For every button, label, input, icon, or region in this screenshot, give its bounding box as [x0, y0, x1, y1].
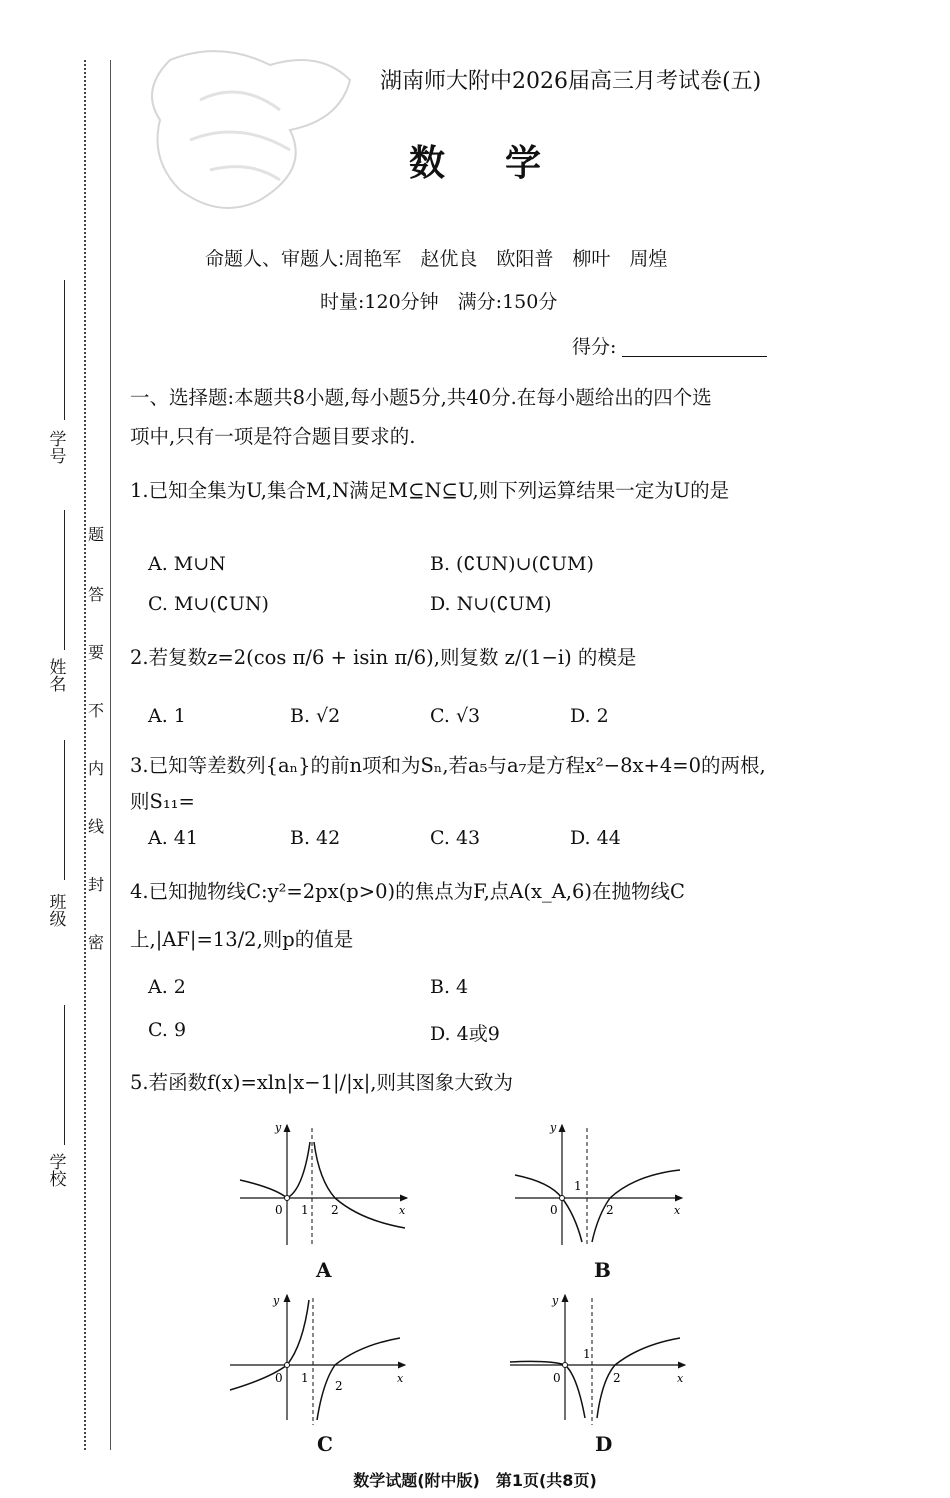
- q3-option-a[interactable]: A. 41: [148, 827, 198, 849]
- graph-option-c[interactable]: [225, 1290, 415, 1430]
- q3-option-c[interactable]: C. 43: [430, 827, 481, 849]
- question-4: [130, 868, 780, 964]
- curve-right: [597, 1338, 680, 1418]
- q1-option-c[interactable]: C. M∪(∁UN): [148, 593, 269, 615]
- q1-option-a[interactable]: A. M∪N: [148, 553, 226, 575]
- graph-option-a[interactable]: [235, 1120, 415, 1250]
- student-id-label: 学号: [49, 430, 67, 467]
- curve-left: [240, 1142, 310, 1198]
- origin-point: [285, 1196, 290, 1201]
- question-number: 2.: [130, 646, 149, 669]
- q2-option-c[interactable]: C. √3: [430, 705, 481, 727]
- binding-solid-line: [110, 60, 111, 1450]
- page-footer: 数学试题(附中版) 第1页(共8页): [353, 1471, 597, 1490]
- q4-option-a[interactable]: A. 2: [148, 976, 186, 998]
- binding-dotted-line: [84, 60, 86, 1450]
- section1-line2: 项中,只有一项是符合题目要求的.: [130, 425, 416, 449]
- seal-char: 不: [88, 701, 105, 720]
- section1-line1: 一、选择题:本题共8小题,每小题5分,共40分.在每小题给出的四个选: [130, 386, 712, 409]
- graph-label-b: B: [594, 1258, 611, 1282]
- graph-option-d[interactable]: [505, 1290, 695, 1430]
- graph-label-d: D: [595, 1432, 613, 1456]
- exam-title: 湖南师大附中2026届高三月考试卷(五): [380, 69, 762, 94]
- score-field: [572, 332, 767, 359]
- graph-label-c: C: [317, 1432, 333, 1456]
- score-label: 得分:: [572, 336, 617, 358]
- q1-option-b[interactable]: B. (∁UN)∪(∁UM): [430, 553, 594, 575]
- time-info: 时量:120分钟 满分:150分: [320, 291, 558, 313]
- tick-1-label: 1: [583, 1347, 591, 1361]
- curve-left: [230, 1300, 309, 1390]
- y-label: y: [550, 1121, 557, 1134]
- seal-char: 要: [88, 643, 105, 662]
- q4-option-c[interactable]: C. 9: [148, 1019, 187, 1041]
- q1-option-d[interactable]: D. N∪(∁UM): [430, 593, 552, 615]
- origin-point: [560, 1196, 565, 1201]
- x-label: x: [397, 1372, 404, 1385]
- tick-1-label: 1: [301, 1203, 309, 1217]
- authors-line: 命题人、审题人:周艳军 赵优良 欧阳普 柳叶 周煌: [205, 248, 668, 270]
- name-line: [64, 510, 65, 650]
- question-text: 若复数z=2(cos π/6 + isin π/6),则复数 z/(1−i) 的模是: [148, 646, 637, 669]
- question-3: [130, 748, 780, 820]
- question-number: 4.: [130, 880, 149, 903]
- q4-option-b[interactable]: B. 4: [430, 976, 469, 998]
- tick-2-label: 2: [331, 1203, 339, 1217]
- tick-2-label: 2: [335, 1379, 343, 1393]
- x-label: x: [399, 1204, 406, 1217]
- question-number: 3.: [130, 754, 149, 777]
- x-label: x: [677, 1372, 684, 1385]
- seal-char: 密: [88, 933, 105, 952]
- section1-instructions: [130, 385, 780, 450]
- origin-label: 0: [553, 1371, 561, 1385]
- seal-char: 内: [88, 759, 105, 778]
- question-text: 已知等差数列{aₙ}的前n项和为Sₙ,若a₅与a₇是方程x²−8x+4=0的两根,则S₁₁=: [130, 754, 766, 813]
- tick-2-label: 2: [606, 1203, 614, 1217]
- q2-option-a[interactable]: A. 1: [148, 705, 186, 727]
- name-label: 姓名: [49, 658, 67, 695]
- seal-char: 封: [88, 875, 105, 894]
- class-label: 班级: [49, 893, 67, 930]
- q2-option-b[interactable]: B. √2: [290, 705, 341, 727]
- tick-1-label: 1: [574, 1179, 582, 1193]
- y-label: y: [273, 1294, 280, 1307]
- student-id-line: [64, 280, 65, 420]
- question-number: 5.: [130, 1071, 149, 1094]
- graph-label-a: A: [316, 1258, 332, 1282]
- q4-option-d[interactable]: D. 4或9: [430, 1023, 500, 1045]
- tick-1-label: 1: [301, 1371, 309, 1385]
- question-2: [130, 645, 780, 670]
- q3-option-b[interactable]: B. 42: [290, 827, 341, 849]
- curve-right: [314, 1142, 405, 1228]
- seal-char: 题: [88, 525, 105, 544]
- curve-right: [317, 1338, 400, 1420]
- class-line: [64, 740, 65, 880]
- question-1: [130, 471, 780, 511]
- origin-label: 0: [275, 1203, 283, 1217]
- graph-option-b[interactable]: [510, 1120, 690, 1250]
- origin-label: 0: [550, 1203, 558, 1217]
- x-label: x: [674, 1204, 681, 1217]
- question-text: 已知全集为U,集合M,N满足M⊆N⊆U,则下列运算结果一定为U的是: [148, 479, 730, 502]
- question-text: 已知抛物线C:y²=2px(p>0)的焦点为F,点A(x_A,6)在抛物线C上,|AF|=13/2,则p的值是: [130, 880, 685, 951]
- seal-char: 线: [88, 817, 105, 836]
- origin-label: 0: [275, 1371, 283, 1385]
- curve-left: [515, 1175, 582, 1242]
- question-text: 若函数f(x)=xln|x−1|/|x|,则其图象大致为: [148, 1071, 513, 1094]
- subject-title: 数学: [408, 143, 601, 184]
- score-blank: [622, 356, 767, 357]
- q3-option-d[interactable]: D. 44: [570, 827, 621, 849]
- question-5: [130, 1070, 780, 1095]
- school-label: 学校: [49, 1153, 67, 1190]
- tick-2-label: 2: [613, 1371, 621, 1385]
- q2-option-d[interactable]: D. 2: [570, 705, 609, 727]
- y-label: y: [275, 1121, 282, 1134]
- curve-left: [510, 1361, 585, 1418]
- seal-char: 答: [88, 585, 105, 604]
- origin-point: [563, 1363, 568, 1368]
- origin-point: [285, 1363, 290, 1368]
- question-1-stem: [130, 471, 780, 511]
- question-number: 1.: [130, 479, 149, 502]
- y-label: y: [552, 1294, 559, 1307]
- school-line: [64, 1005, 65, 1145]
